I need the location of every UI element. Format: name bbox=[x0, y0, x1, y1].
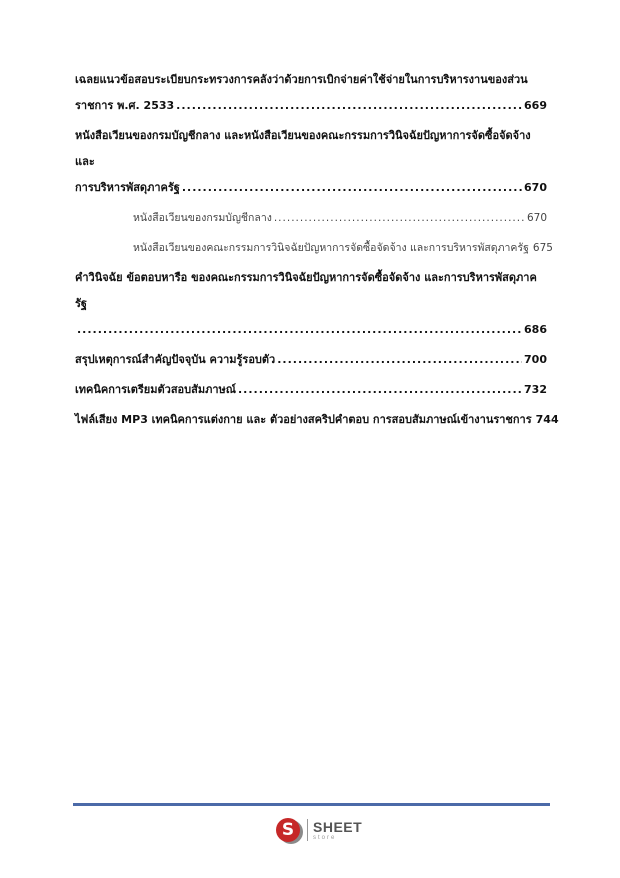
dot-leader bbox=[182, 175, 522, 201]
toc-entry[interactable] bbox=[75, 407, 559, 433]
toc-subentry[interactable] bbox=[75, 205, 547, 231]
logo-divider bbox=[307, 819, 308, 841]
dot-leader bbox=[274, 205, 525, 231]
toc-entry[interactable] bbox=[75, 265, 547, 343]
toc-entry-title: เทคนิคการเตรียมตัวสอบสัมภาษณ์ bbox=[75, 383, 236, 396]
dot-leader bbox=[238, 377, 522, 403]
page-number: 669 bbox=[524, 99, 547, 112]
toc-entry-title-line: หนังสือเวียนของกรมบัญชีกลาง และหนังสือเวียนของคณะกรรมการวินิจฉัยปัญหาการจัดซื้อจัดจ้าง และ bbox=[75, 129, 531, 168]
toc-entry[interactable] bbox=[75, 347, 547, 373]
page-number: 670 bbox=[526, 212, 547, 224]
page-number: 686 bbox=[524, 323, 547, 336]
toc-subentry[interactable] bbox=[75, 235, 553, 261]
page-number: 732 bbox=[524, 383, 547, 396]
logo-mark-icon: S bbox=[276, 818, 300, 842]
toc-entry-title-line: คำวินิจฉัย ข้อตอบหารือ ของคณะกรรมการวินิจฉัยปัญหาการจัดซื้อจัดจ้าง และการบริหารพัสดุภาครัฐ bbox=[75, 271, 537, 310]
page-number: 675 bbox=[532, 242, 553, 254]
toc-entry[interactable] bbox=[75, 123, 547, 201]
footer-rule bbox=[73, 803, 550, 806]
sheet-store-logo bbox=[276, 815, 362, 845]
dot-leader bbox=[176, 93, 522, 119]
toc-entry-title-line: การบริหารพัสดุภาครัฐ bbox=[75, 181, 180, 194]
page-number: 700 bbox=[524, 353, 547, 366]
toc-entry[interactable] bbox=[75, 377, 547, 403]
page-number: 670 bbox=[524, 181, 547, 194]
logo-subtext: store bbox=[313, 834, 337, 841]
table-of-contents bbox=[75, 67, 559, 433]
toc-entry-title-line: เฉลยแนวข้อสอบระเบียบกระทรวงการคลังว่าด้วยการเบิกจ่ายค่าใช้จ่ายในการบริหารงานของส่วน bbox=[75, 73, 528, 86]
toc-entry[interactable] bbox=[75, 67, 547, 119]
toc-entry-title: หนังสือเวียนของกรมบัญชีกลาง bbox=[133, 212, 272, 224]
dot-leader bbox=[77, 317, 522, 343]
logo-wordmark: SHEET bbox=[313, 818, 363, 835]
page-number: 744 bbox=[535, 413, 559, 426]
dot-leader bbox=[277, 347, 522, 373]
toc-entry-title-line: ราชการ พ.ศ. 2533 bbox=[75, 99, 175, 112]
toc-entry-title: หนังสือเวียนของคณะกรรมการวินิจฉัยปัญหาการจัดซื้อจัดจ้าง และการบริหารพัสดุภาครัฐ bbox=[133, 242, 529, 254]
toc-entry-title: สรุปเหตุการณ์สำคัญปัจจุบัน ความรู้รอบตัว bbox=[75, 353, 276, 366]
toc-entry-title: ไฟล์เสียง MP3 เทคนิคการแต่งกาย และ ตัวอย่างสคริปคำตอบ การสอบสัมภาษณ์เข้างานราชการ bbox=[75, 413, 532, 426]
